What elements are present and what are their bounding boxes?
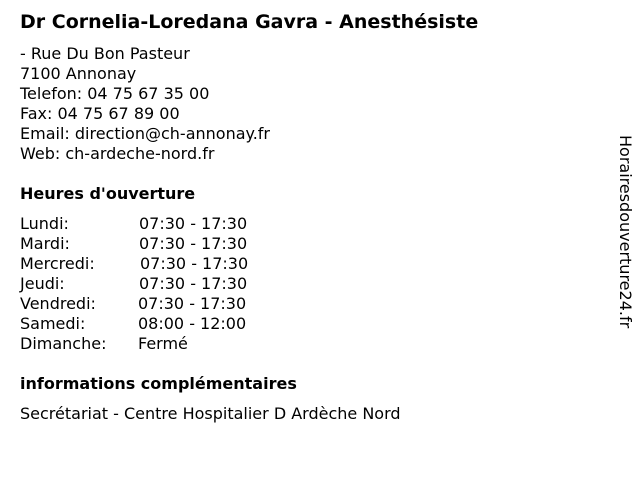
hours-value: 07:30 - 17:30 [139, 234, 248, 253]
hours-row-friday [20, 294, 280, 314]
hours-value: 07:30 - 17:30 [139, 274, 248, 293]
hours-value: 07:30 - 17:30 [139, 214, 248, 233]
day-label: Mardi: [20, 234, 70, 253]
additional-info-heading: informations complémentaires [20, 374, 297, 393]
hours-row-monday [20, 214, 280, 234]
day-label: Vendredi: [20, 294, 96, 313]
hours-row-sunday [20, 334, 280, 354]
additional-info-text: Secrétariat - Centre Hospitalier D Ardèche Nord [20, 404, 401, 423]
hours-row-wednesday [20, 254, 280, 274]
address-street: - Rue Du Bon Pasteur [20, 44, 190, 63]
hours-value: 07:30 - 17:30 [140, 254, 249, 273]
site-watermark: Horairesdouverture24.fr [616, 135, 635, 329]
hours-row-thursday [20, 274, 280, 294]
day-label: Mercredi: [20, 254, 95, 273]
opening-hours-table [20, 214, 280, 354]
opening-hours-heading: Heures d'ouverture [20, 184, 196, 203]
day-label: Lundi: [20, 214, 69, 233]
hours-row-saturday [20, 314, 280, 334]
hours-value: 08:00 - 12:00 [138, 314, 247, 333]
day-label: Samedi: [20, 314, 86, 333]
fax-line: Fax: 04 75 67 89 00 [20, 104, 180, 123]
phone-line: Telefon: 04 75 67 35 00 [20, 84, 210, 103]
web-line: Web: ch-ardeche-nord.fr [20, 144, 215, 163]
address-city: 7100 Annonay [20, 64, 137, 83]
email-line: Email: direction@ch-annonay.fr [20, 124, 270, 143]
hours-value: Fermé [138, 334, 188, 353]
day-label: Dimanche: [20, 334, 107, 353]
day-label: Jeudi: [20, 274, 65, 293]
contact-block [20, 44, 270, 164]
hours-value: 07:30 - 17:30 [138, 294, 247, 313]
hours-row-tuesday [20, 234, 280, 254]
page-title: Dr Cornelia-Loredana Gavra - Anesthésiste [20, 11, 479, 33]
